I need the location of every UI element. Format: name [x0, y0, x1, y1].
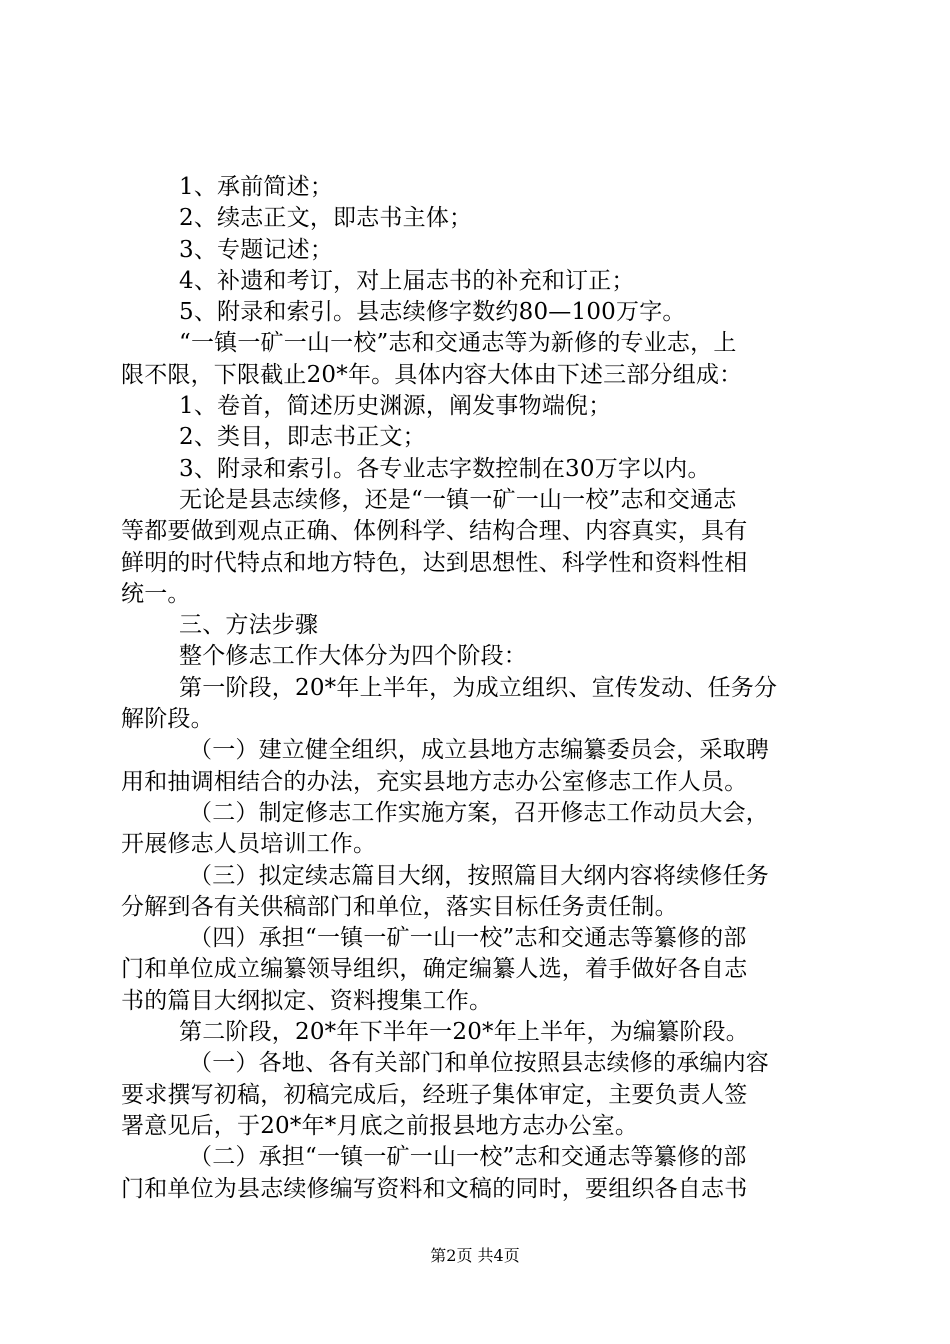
text-line: （一）各地、各有关部门和单位按照县志续修的承编内容	[189, 1050, 769, 1077]
text-line: 要求撰写初稿，初稿完成后，经班子集体审定，主要负责人签	[121, 1081, 748, 1108]
text-line: （二）制定修志工作实施方案，召开修志工作动员大会，	[189, 799, 769, 826]
text-line: 5、附录和索引。县志续修字数约80—100万字。	[179, 299, 686, 326]
text-line: 限不限，下限截止20*年。具体内容大体由下述三部分组成：	[121, 361, 743, 388]
text-line: 第二阶段，20*年下半年一20*年上半年，为编纂阶段。	[179, 1019, 749, 1046]
text-line: （四）承担“一镇一矿一山一校”志和交通志等纂修的部	[189, 925, 747, 952]
text-line: 4、补遗和考订，对上届志书的补充和订正；	[179, 267, 635, 294]
text-line: 无论是县志续修，还是“一镇一矿一山一校”志和交通志	[179, 486, 737, 513]
text-line: 解阶段。	[121, 706, 214, 733]
text-line: 三、方法步骤	[179, 612, 319, 639]
text-line: 署意见后，于20*年*月底之前报县地方志办公室。	[121, 1112, 639, 1139]
page-footer: 第2页 共4页	[430, 1246, 520, 1265]
text-line: 门和单位成立编纂领导组织，确定编纂人选，着手做好各自志	[121, 956, 748, 983]
text-line: 鲜明的时代特点和地方特色，达到思想性、科学性和资料性相	[121, 549, 748, 576]
text-line: 等都要做到观点正确、体例科学、结构合理、内容真实，具有	[121, 518, 748, 545]
text-line: 1、卷首，简述历史渊源，阐发事物端倪；	[179, 393, 612, 420]
text-line: 用和抽调相结合的办法，充实县地方志办公室修志工作人员。	[121, 768, 748, 795]
text-line: （一）建立健全组织，成立县地方志编纂委员会，采取聘	[189, 737, 769, 764]
text-line: 第一阶段，20*年上半年，为成立组织、宣传发动、任务分	[179, 674, 778, 701]
text-line: （三）拟定续志篇目大纲，按照篇目大纲内容将续修任务	[189, 862, 769, 889]
text-line: 开展修志人员培训工作。	[121, 831, 377, 858]
text-line: 3、附录和索引。各专业志字数控制在30万字以内。	[179, 455, 711, 482]
text-line: “一镇一矿一山一校”志和交通志等为新修的专业志，上	[179, 330, 737, 357]
text-line: 2、类目，即志书正文；	[179, 424, 426, 451]
document-body	[121, 172, 833, 1205]
text-line: 门和单位为县志续修编写资料和文稿的同时，要组织各自志书	[121, 1175, 748, 1202]
text-line: 分解到各有关供稿部门和单位，落实目标任务责任制。	[121, 893, 678, 920]
text-line: 书的篇目大纲拟定、资料搜集工作。	[121, 987, 493, 1014]
text-line: 3、专题记述；	[179, 236, 334, 263]
text-line: 1、承前简述；	[179, 174, 334, 200]
text-line: 整个修志工作大体分为四个阶段：	[179, 643, 527, 670]
text-line: 统一。	[121, 580, 191, 607]
text-line: 2、续志正文，即志书主体；	[179, 205, 473, 232]
text-line: （二）承担“一镇一矿一山一校”志和交通志等纂修的部	[189, 1144, 747, 1171]
